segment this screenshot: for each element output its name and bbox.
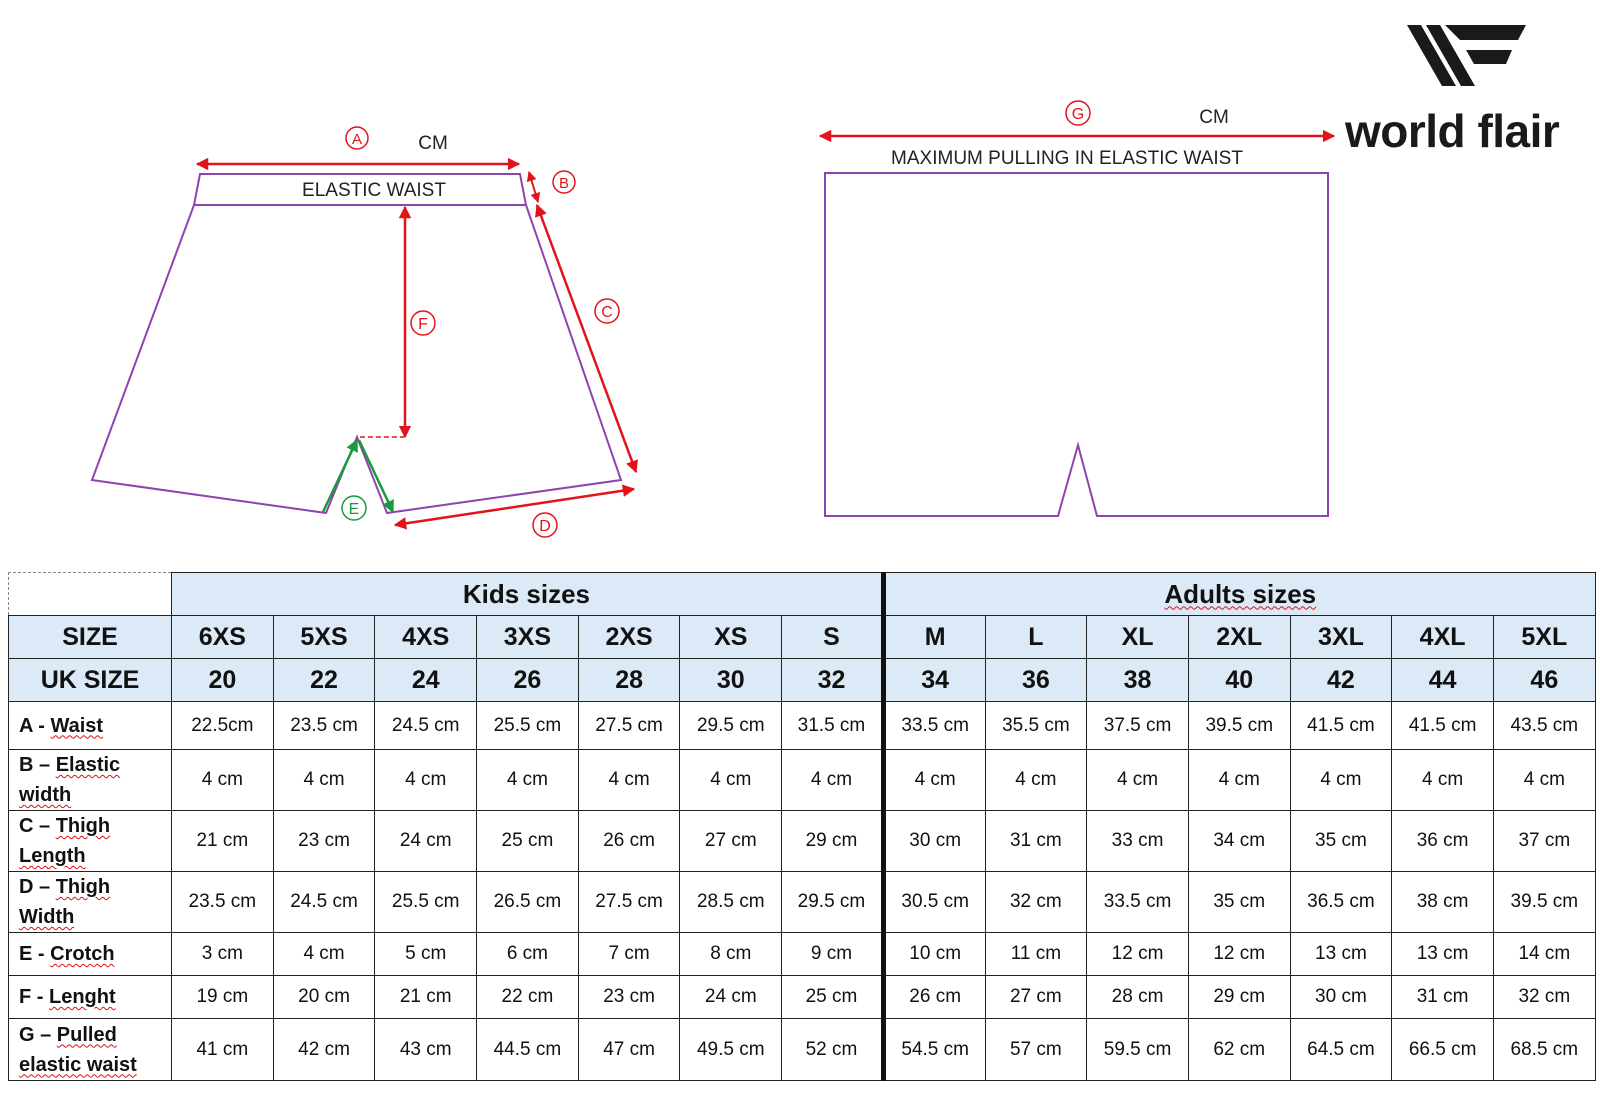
measurement-value: 13 cm [1290,933,1392,976]
measurement-row [9,933,1596,976]
measurement-value: 47 cm [578,1019,680,1081]
marker-f: F [418,316,428,333]
measurement-value: 33.5 cm [1087,872,1189,933]
measurement-value: 36.5 cm [1290,872,1392,933]
measurement-value: 13 cm [1392,933,1494,976]
measurement-name-line2: elastic waist [19,1053,137,1076]
size-header-cell: 6XS [172,616,274,659]
measurement-value: 41 cm [172,1019,274,1081]
measurement-value: 4 cm [578,750,680,811]
measurement-value: 29.5 cm [782,872,884,933]
measurement-value: 4 cm [1087,750,1189,811]
elastic-width-arrow-b [529,172,538,202]
uk-size-cell: 28 [578,659,680,702]
measurement-name-line2: Length [19,845,86,867]
measurement-name: Thigh [55,876,111,898]
measurement-value: 39.5 cm [1493,872,1595,933]
measurement-value: 30.5 cm [883,872,985,933]
measurement-value: 26.5 cm [477,872,579,933]
uk-size-cell: 46 [1493,659,1595,702]
measurement-value: 68.5 cm [1493,1019,1595,1081]
measurement-value: 14 cm [1493,933,1595,976]
size-chart-table [8,572,1596,1081]
adults-sizes-header [883,573,1595,616]
uk-size-cell: 38 [1087,659,1189,702]
measurement-value: 8 cm [680,933,782,976]
measurement-value: 24.5 cm [375,702,477,750]
measurement-value: 49.5 cm [680,1019,782,1081]
size-header-cell: 5XL [1493,616,1595,659]
measurement-name: Pulled [56,1023,117,1046]
measurement-label [9,750,172,811]
size-header-cell: 3XL [1290,616,1392,659]
size-header-cell: S [782,616,884,659]
measurement-value: 3 cm [172,933,274,976]
measurement-value: 43 cm [375,1019,477,1081]
measurement-value: 29.5 cm [680,702,782,750]
elastic-waist-label: ELASTIC WAIST [302,180,446,201]
measurement-value: 4 cm [1290,750,1392,811]
unit-label-right: CM [1199,107,1229,128]
measurement-value: 4 cm [477,750,579,811]
measurement-value: 19 cm [172,976,274,1019]
marker-c: C [601,304,613,321]
measurement-value: 4 cm [273,933,375,976]
uk-size-cell: 20 [172,659,274,702]
measurement-value: 4 cm [1493,750,1595,811]
measurement-value: 34 cm [1188,811,1290,872]
size-header-cell: M [883,616,985,659]
measurement-row [9,1019,1596,1081]
measurement-value: 12 cm [1087,933,1189,976]
marker-b: B [558,175,570,192]
measurement-value: 37.5 cm [1087,702,1189,750]
measurement-prefix: E - [19,943,51,965]
measurement-name: Waist [50,714,104,737]
measurement-value: 37 cm [1493,811,1595,872]
measurement-value: 26 cm [578,811,680,872]
group-header-row [9,573,1596,616]
measurement-name: Thigh [55,815,111,837]
uk-size-row-label: UK SIZE [9,659,172,702]
marker-a: A [351,131,363,148]
shorts-front-outline [92,174,621,513]
corner-cell [9,573,172,616]
measurement-value: 4 cm [375,750,477,811]
measurement-value: 32 cm [1493,976,1595,1019]
size-header-cell: L [985,616,1087,659]
size-header-cell: XS [680,616,782,659]
measurement-prefix: F - [19,986,49,1008]
measurement-value: 23 cm [273,811,375,872]
measurement-value: 6 cm [477,933,579,976]
uk-size-cell: 34 [883,659,985,702]
measurement-value: 23.5 cm [273,702,375,750]
adults-sizes-label: Adults sizes [1164,578,1317,609]
measurement-value: 54.5 cm [883,1019,985,1081]
measurement-label [9,1019,172,1081]
size-header-cell: 2XS [578,616,680,659]
measurement-value: 41.5 cm [1392,702,1494,750]
measurement-prefix: G – [19,1023,57,1046]
measurement-value: 5 cm [375,933,477,976]
measurement-name-line2: Width [19,906,75,928]
uk-size-cell: 42 [1290,659,1392,702]
size-header-cell: 5XS [273,616,375,659]
measurement-value: 62 cm [1188,1019,1290,1081]
uk-size-cell: 26 [477,659,579,702]
measurement-value: 27.5 cm [578,872,680,933]
measurement-value: 59.5 cm [1087,1019,1189,1081]
size-header-cell: 4XL [1392,616,1494,659]
measurement-value: 31.5 cm [782,702,884,750]
measurement-value: 57 cm [985,1019,1087,1081]
measurement-value: 35 cm [1188,872,1290,933]
measurement-value: 4 cm [1392,750,1494,811]
measurement-row [9,872,1596,933]
size-row [9,616,1596,659]
measurement-value: 42 cm [273,1019,375,1081]
measurement-value: 28.5 cm [680,872,782,933]
size-header-cell: 2XL [1188,616,1290,659]
measurement-value: 4 cm [680,750,782,811]
measurement-value: 4 cm [273,750,375,811]
measurement-value: 11 cm [985,933,1087,976]
measurements-body [9,702,1596,1081]
measurement-row [9,976,1596,1019]
measurement-prefix: B – [19,754,56,776]
measurement-value: 39.5 cm [1188,702,1290,750]
marker-g: G [1071,106,1085,123]
measurement-name-line2: width [19,784,72,806]
uk-size-cell: 22 [273,659,375,702]
measurement-value: 41.5 cm [1290,702,1392,750]
measurement-value: 23 cm [578,976,680,1019]
size-header-cell: XL [1087,616,1189,659]
measurement-value: 52 cm [782,1019,884,1081]
measurement-value: 10 cm [883,933,985,976]
size-row-label: SIZE [9,616,172,659]
measurement-value: 30 cm [883,811,985,872]
measurement-value: 24 cm [680,976,782,1019]
measurement-value: 33.5 cm [883,702,985,750]
measurement-value: 27.5 cm [578,702,680,750]
measurement-label [9,976,172,1019]
uk-size-row [9,659,1596,702]
measurement-value: 4 cm [172,750,274,811]
thigh-length-arrow-c [537,205,636,472]
measurement-row [9,750,1596,811]
measurement-value: 24 cm [375,811,477,872]
max-pull-caption: MAXIMUM PULLING IN ELASTIC WAIST [891,148,1243,169]
measurement-value: 29 cm [782,811,884,872]
size-header-cell: 4XS [375,616,477,659]
measurement-value: 31 cm [985,811,1087,872]
measurement-label [9,872,172,933]
measurement-name: Lenght [49,986,116,1008]
measurement-value: 43.5 cm [1493,702,1595,750]
measurement-value: 26 cm [883,976,985,1019]
measurement-value: 24.5 cm [273,872,375,933]
measurement-prefix: C – [19,815,56,837]
kids-sizes-header: Kids sizes [172,573,884,616]
measurement-value: 66.5 cm [1392,1019,1494,1081]
measurement-value: 38 cm [1392,872,1494,933]
measurement-value: 4 cm [985,750,1087,811]
measurement-value: 28 cm [1087,976,1189,1019]
measurement-name: Crotch [50,943,115,965]
measurement-value: 7 cm [578,933,680,976]
measurement-label [9,933,172,976]
measurement-value: 25 cm [477,811,579,872]
measurement-row [9,702,1596,750]
measurement-name: Elastic [55,754,121,776]
measurement-prefix: A - [19,714,51,737]
measurement-label [9,811,172,872]
measurement-value: 29 cm [1188,976,1290,1019]
measurement-value: 4 cm [883,750,985,811]
uk-size-cell: 30 [680,659,782,702]
measurement-value: 44.5 cm [477,1019,579,1081]
measurement-value: 27 cm [985,976,1087,1019]
measurement-value: 22.5cm [172,702,274,750]
uk-size-cell: 32 [782,659,884,702]
brand-wordmark: world flair [1345,105,1560,157]
uk-size-cell: 44 [1392,659,1494,702]
shorts-body [92,205,621,513]
measurement-value: 31 cm [1392,976,1494,1019]
shorts-back-outline [825,173,1328,516]
marker-d: D [539,518,551,535]
measurement-value: 25 cm [782,976,884,1019]
measurement-value: 23.5 cm [172,872,274,933]
measurement-value: 21 cm [172,811,274,872]
measurement-value: 33 cm [1087,811,1189,872]
measurement-value: 32 cm [985,872,1087,933]
world-flair-logo-mark [1407,25,1526,86]
uk-size-cell: 40 [1188,659,1290,702]
measurement-value: 25.5 cm [477,702,579,750]
measurement-value: 64.5 cm [1290,1019,1392,1081]
measurement-label [9,702,172,750]
unit-label-left: CM [418,133,448,154]
measurement-value: 20 cm [273,976,375,1019]
measurement-value: 4 cm [782,750,884,811]
measurement-value: 36 cm [1392,811,1494,872]
measurement-value: 35 cm [1290,811,1392,872]
measurement-value: 21 cm [375,976,477,1019]
uk-size-cell: 24 [375,659,477,702]
measurement-value: 35.5 cm [985,702,1087,750]
measurement-value: 12 cm [1188,933,1290,976]
uk-size-cell: 36 [985,659,1087,702]
measurement-value: 27 cm [680,811,782,872]
measurement-row [9,811,1596,872]
size-header-cell: 3XS [477,616,579,659]
measurement-value: 22 cm [477,976,579,1019]
measurement-value: 30 cm [1290,976,1392,1019]
measurement-value: 9 cm [782,933,884,976]
marker-e: E [348,501,360,518]
measurement-value: 25.5 cm [375,872,477,933]
measurement-prefix: D – [19,876,56,898]
measurement-value: 4 cm [1188,750,1290,811]
